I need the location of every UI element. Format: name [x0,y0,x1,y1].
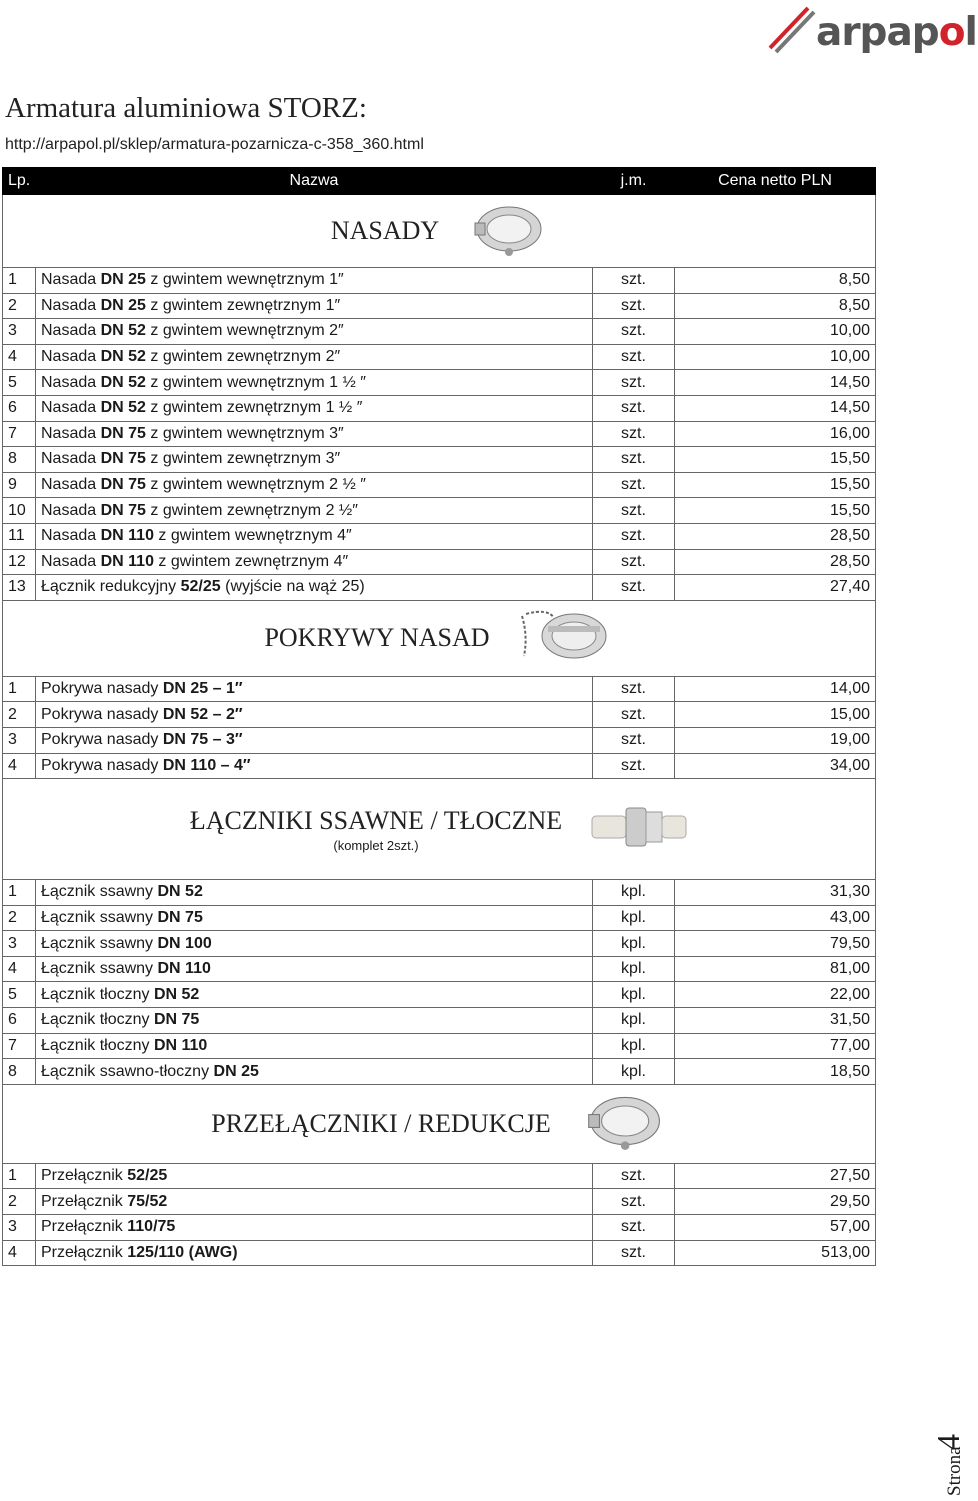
row-name-text: Przełącznik [41,1167,128,1185]
row-name-bold: 52/25 [127,1167,168,1185]
row-name-text: Pokrywa nasady [41,680,163,698]
row-name-suffix: (wyjście na wąż 25) [220,578,365,596]
row-lp: 7 [3,421,36,447]
row-price: 79,50 [675,931,876,957]
table-row [3,447,876,473]
row-price: 18,50 [675,1059,876,1085]
row-name-bold: DN 100 [157,934,212,952]
row-lp: 2 [3,905,36,931]
row-name [36,1033,593,1059]
row-name-text: Nasada [41,271,101,289]
row-name-bold: DN 75 [100,476,146,494]
row-price: 22,00 [675,982,876,1008]
row-lp: 5 [3,982,36,1008]
row-lp: 4 [3,344,36,370]
row-name [36,370,593,396]
row-name-suffix: z gwintem zewnętrznym 3″ [145,450,341,468]
row-name-text: Łącznik tłoczny [41,1011,154,1029]
table-row [3,905,876,931]
row-unit: szt. [593,1189,675,1215]
row-name [36,549,593,575]
row-name-text: Łącznik redukcyjny [41,578,181,596]
table-row [3,753,876,779]
table-row [3,982,876,1008]
row-name [36,727,593,753]
row-price: 15,00 [675,702,876,728]
table-row [3,880,876,906]
row-lp: 1 [3,1163,36,1189]
row-unit: kpl. [593,1059,675,1085]
row-price: 10,00 [675,344,876,370]
row-name-text: Nasada [41,399,101,417]
row-name-text: Pokrywa nasady [41,705,163,723]
section-header-cell [3,600,876,676]
row-price: 43,00 [675,905,876,931]
row-price: 34,00 [675,753,876,779]
section-header-cell [3,1084,876,1163]
row-name-bold: DN 75 [153,1011,200,1029]
row-name [36,1189,593,1215]
row-unit: szt. [593,395,675,421]
row-name-bold: DN 110 – 4″ [162,756,251,774]
row-name-bold: DN 75 – 3″ [162,731,243,749]
row-name [36,1163,593,1189]
row-name [36,702,593,728]
row-lp: 3 [3,931,36,957]
row-name [36,1008,593,1034]
table-row [3,549,876,575]
section-header-cell [3,195,876,268]
row-unit: szt. [593,1163,675,1189]
row-price: 15,50 [675,472,876,498]
row-name-bold: DN 75 [100,424,146,442]
row-name-bold: DN 110 [153,1036,208,1054]
logo-text: arpapol [816,10,977,55]
row-name-text: Nasada [41,527,101,545]
row-lp: 12 [3,549,36,575]
table-row [3,676,876,702]
row-name-bold: 125/110 (AWG) [127,1243,238,1261]
row-name-suffix: z gwintem wewnętrznym 4″ [153,527,352,545]
row-unit: szt. [593,702,675,728]
table-row [3,1215,876,1241]
row-unit: kpl. [593,1033,675,1059]
price-list-table [2,167,876,1266]
row-name [36,447,593,473]
row-name-text: Nasada [41,348,101,366]
row-lp: 4 [3,956,36,982]
row-price: 15,50 [675,447,876,473]
row-lp: 6 [3,1008,36,1034]
row-name-suffix: z gwintem zewnętrznym 4″ [153,552,349,570]
logo-slash-icon [764,4,824,64]
row-unit: szt. [593,498,675,524]
row-unit: kpl. [593,880,675,906]
row-price: 15,50 [675,498,876,524]
row-price: 10,00 [675,319,876,345]
row-lp: 11 [3,523,36,549]
row-unit: szt. [593,727,675,753]
row-unit: szt. [593,549,675,575]
row-name [36,575,593,601]
section-title: POKRYWY NASAD [264,623,490,653]
table-row [3,498,876,524]
row-name-suffix: z gwintem wewnętrznym 2″ [145,322,344,340]
row-name-text: Przełącznik [41,1218,128,1236]
row-lp: 10 [3,498,36,524]
row-unit: szt. [593,447,675,473]
row-name-suffix: z gwintem zewnętrznym 2 ½″ [145,501,358,519]
row-price: 28,50 [675,523,876,549]
row-name [36,880,593,906]
row-name-suffix: z gwintem zewnętrznym 1 ½ ″ [145,399,363,417]
row-name [36,931,593,957]
row-name-text: Nasada [41,322,101,340]
row-lp: 2 [3,702,36,728]
row-name-text: Przełącznik [41,1192,128,1210]
row-name [36,982,593,1008]
row-name-bold: DN 52 [100,399,146,417]
row-name-bold: DN 110 [100,527,154,545]
row-price: 77,00 [675,1033,876,1059]
row-lp: 3 [3,319,36,345]
row-unit: szt. [593,319,675,345]
row-lp: 2 [3,1189,36,1215]
row-name-text: Nasada [41,476,101,494]
row-name [36,676,593,702]
row-name-text: Łącznik tłoczny [41,985,154,1003]
row-name [36,523,593,549]
row-name-bold: DN 25 [100,296,146,314]
row-name [36,319,593,345]
table-row [3,931,876,957]
row-name [36,344,593,370]
row-price: 16,00 [675,421,876,447]
section-title: PRZEŁĄCZNIKI / REDUKCJE [211,1108,551,1138]
row-unit: szt. [593,421,675,447]
row-lp: 8 [3,1059,36,1085]
row-price: 14,50 [675,370,876,396]
row-lp: 1 [3,268,36,294]
row-name [36,472,593,498]
table-row [3,1189,876,1215]
row-name [36,905,593,931]
row-price: 29,50 [675,1189,876,1215]
row-name-text: Łącznik ssawny [41,934,158,952]
row-name-bold: DN 75 [100,450,146,468]
row-name-text: Nasada [41,373,101,391]
row-name-text: Nasada [41,552,101,570]
row-price: 8,50 [675,268,876,294]
row-price: 513,00 [675,1240,876,1266]
row-name [36,268,593,294]
row-price: 27,50 [675,1163,876,1189]
row-name-bold: 110/75 [127,1218,176,1236]
section-header-row [3,1084,876,1163]
table-row [3,268,876,294]
section-header-cell [3,779,876,880]
row-name-bold: DN 52 [153,985,200,1003]
row-unit: kpl. [593,1008,675,1034]
header-price: Cena netto PLN [675,168,876,195]
row-name [36,498,593,524]
row-lp: 13 [3,575,36,601]
row-lp: 4 [3,753,36,779]
row-lp: 2 [3,293,36,319]
row-unit: szt. [593,370,675,396]
row-name [36,421,593,447]
page-title: Armatura aluminiowa STORZ: [5,92,367,124]
row-price: 19,00 [675,727,876,753]
row-unit: szt. [593,1240,675,1266]
row-name-bold: DN 75 [157,908,203,926]
row-name-suffix: z gwintem zewnętrznym 2″ [145,348,341,366]
table-row [3,344,876,370]
row-name-suffix: z gwintem wewnętrznym 2 ½ ″ [145,476,366,494]
row-price: 28,50 [675,549,876,575]
row-name-bold: DN 25 – 1″ [162,680,243,698]
row-name-suffix: z gwintem wewnętrznym 1 ½ ″ [145,373,366,391]
page-number-value: 4 [930,1434,966,1450]
row-name-text: Łącznik ssawny [41,883,158,901]
row-lp: 5 [3,370,36,396]
reducer-coupling-image [579,1091,667,1156]
row-name-suffix: z gwintem wewnętrznym 3″ [145,424,344,442]
row-unit: kpl. [593,931,675,957]
row-unit: kpl. [593,905,675,931]
row-price: 27,40 [675,575,876,601]
row-name-text: Łącznik ssawny [41,960,158,978]
row-name-bold: 75/52 [127,1192,168,1210]
page-label: Strona [944,1446,965,1496]
header-name: Nazwa [36,168,593,195]
row-price: 8,50 [675,293,876,319]
row-price: 81,00 [675,956,876,982]
table-row [3,575,876,601]
section-subtitle: (komplet 2szt.) [333,837,419,853]
section-title: NASADY [330,216,440,245]
section-header-row [3,600,876,676]
row-lp: 7 [3,1033,36,1059]
row-name-text: Nasada [41,450,101,468]
section-header-row [3,779,876,880]
table-row [3,319,876,345]
row-price: 31,50 [675,1008,876,1034]
row-lp: 1 [3,676,36,702]
row-lp: 3 [3,1215,36,1241]
row-lp: 3 [3,727,36,753]
row-name-bold: 52/25 [180,578,221,596]
row-lp: 1 [3,880,36,906]
row-name-bold: DN 110 [100,552,154,570]
row-unit: szt. [593,1215,675,1241]
table-row [3,1033,876,1059]
row-price: 57,00 [675,1215,876,1241]
header-lp: Lp. [3,168,36,195]
fire-hose-coupling-image [467,201,547,262]
row-name-suffix: z gwintem zewnętrznym 1″ [145,296,341,314]
row-unit: kpl. [593,982,675,1008]
row-name-bold: DN 52 [100,373,146,391]
row-name-suffix: z gwintem wewnętrznym 1″ [145,271,344,289]
row-unit: szt. [593,575,675,601]
row-lp: 4 [3,1240,36,1266]
row-name [36,753,593,779]
table-row [3,1059,876,1085]
row-lp: 6 [3,395,36,421]
source-url[interactable]: http://arpapol.pl/sklep/armatura-pozarnicza-c-358_360.html [5,136,424,153]
row-price: 14,50 [675,395,876,421]
row-name-text: Pokrywa nasady [41,756,163,774]
row-unit: szt. [593,268,675,294]
table-row [3,395,876,421]
table-row [3,421,876,447]
hose-connector-image [590,800,688,859]
row-unit: szt. [593,523,675,549]
table-row [3,956,876,982]
row-name [36,293,593,319]
row-unit: szt. [593,753,675,779]
row-name-bold: DN 52 [100,322,146,340]
table-row [3,1240,876,1266]
row-name-text: Przełącznik [41,1243,128,1261]
row-name-text: Nasada [41,501,101,519]
row-name [36,395,593,421]
row-price: 31,30 [675,880,876,906]
row-price: 14,00 [675,676,876,702]
row-lp: 9 [3,472,36,498]
row-lp: 8 [3,447,36,473]
row-name-bold: DN 110 [157,960,211,978]
table-header-row [3,168,876,195]
table-row [3,702,876,728]
table-row [3,1008,876,1034]
row-name-text: Nasada [41,424,101,442]
row-name [36,956,593,982]
row-name-text: Łącznik ssawno-tłoczny [41,1062,214,1080]
row-name-bold: DN 52 [100,348,146,366]
row-name-bold: DN 25 [100,271,146,289]
page-number [918,1426,978,1496]
row-name [36,1240,593,1266]
table-row [3,293,876,319]
section-header-row [3,195,876,268]
row-name-text: Łącznik tłoczny [41,1036,154,1054]
arpapol-logo [764,4,977,64]
row-name [36,1059,593,1085]
coupling-cap-with-chain-image [518,606,614,671]
row-name-bold: DN 52 [157,883,203,901]
header-unit: j.m. [593,168,675,195]
table-row [3,472,876,498]
row-name-text: Pokrywa nasady [41,731,163,749]
section-title: ŁĄCZNIKI SSAWNE / TŁOCZNE [189,805,563,835]
row-unit: szt. [593,676,675,702]
table-row [3,370,876,396]
table-row [3,727,876,753]
table-row [3,523,876,549]
row-name-bold: DN 52 – 2″ [162,705,243,723]
row-name-text: Nasada [41,296,101,314]
row-unit: szt. [593,293,675,319]
row-unit: kpl. [593,956,675,982]
row-name-text: Łącznik ssawny [41,908,158,926]
table-row [3,1163,876,1189]
row-name-bold: DN 75 [100,501,146,519]
row-unit: szt. [593,472,675,498]
row-name [36,1215,593,1241]
row-name-bold: DN 25 [213,1062,259,1080]
row-unit: szt. [593,344,675,370]
